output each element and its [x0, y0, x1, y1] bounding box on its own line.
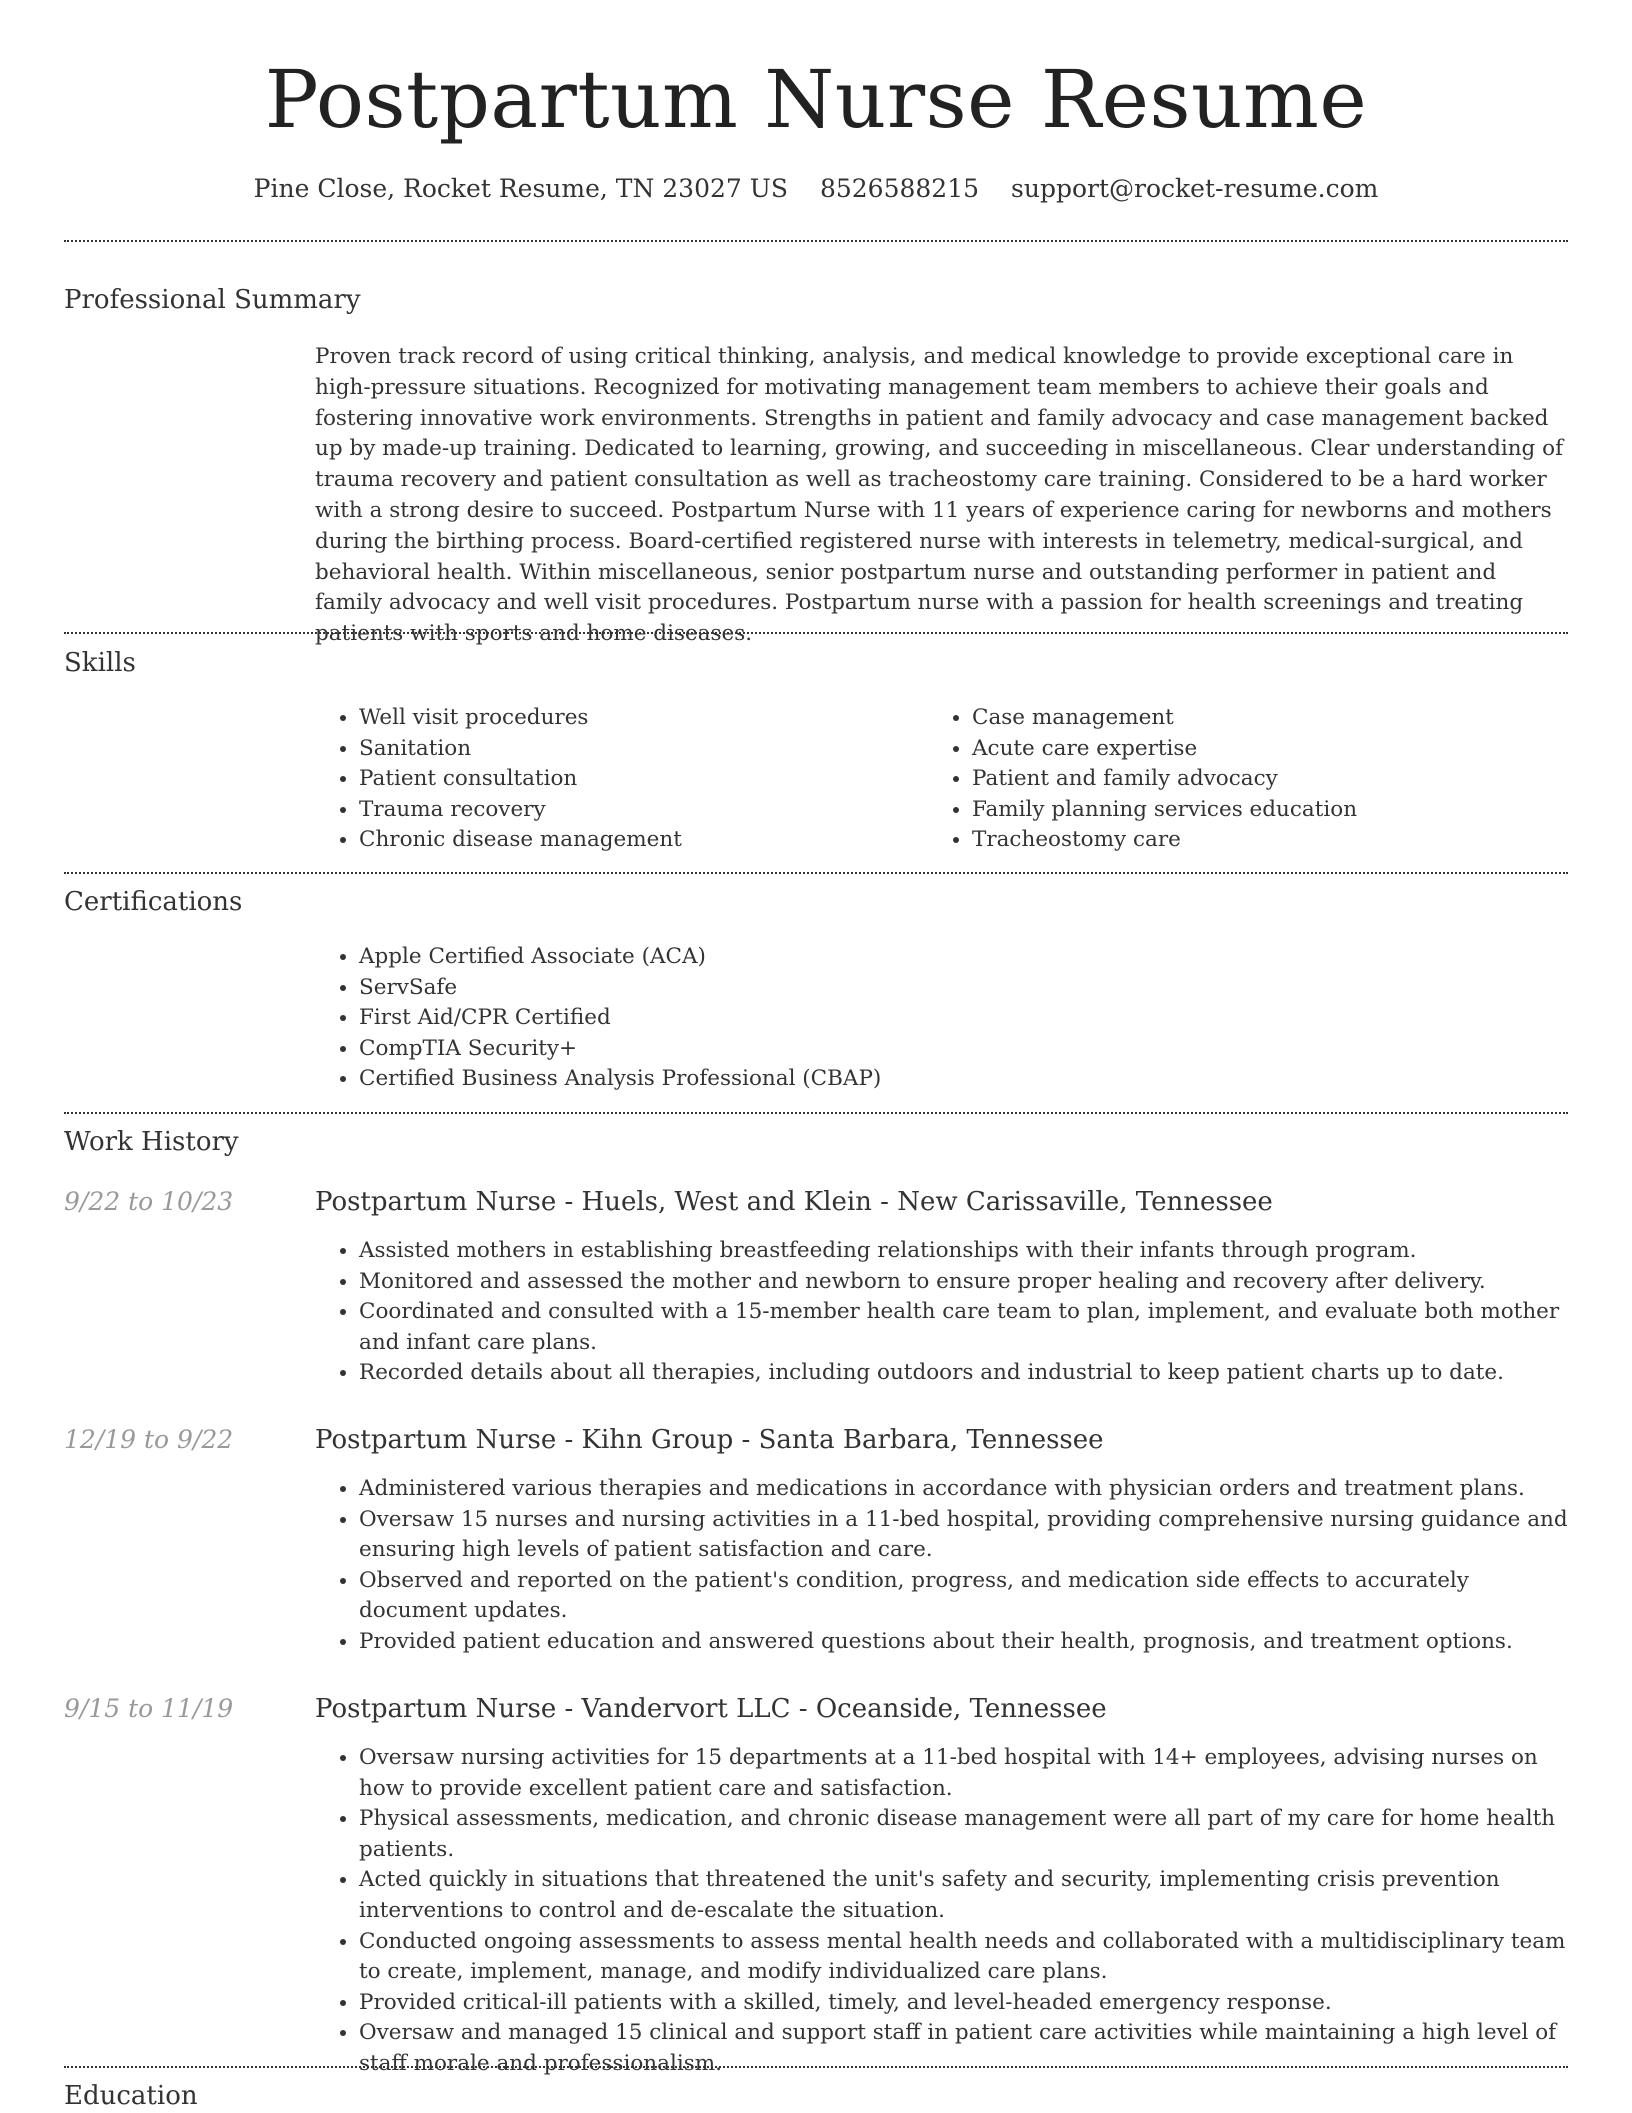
certification-item: • ServSafe [359, 973, 881, 1004]
skill-item: • Patient and family advocacy [972, 764, 1357, 795]
job-bullet: • Coordinated and consulted with a 15-member health care team to plan, implement, and evaluate both mother and infant care plans. [359, 1297, 1570, 1358]
summary-text: Proven track record of using critical thinking, analysis, and medical knowledge to provide exceptional care in high-pressure situations. Recognized for motivating management team members to achieve their goals and fostering innovative work environments. Strengths in patient and family advocacy and case management backed up by made-up training. Dedicated to learning, growing, and succeeding in miscellaneous. Clear understanding of trauma recovery and patient consultation as well as tracheostomy care training. Considered to be a hard worker with a strong desire to succeed. Postpartum Nurse with 11 years of experience caring for newborns and mothers during the birthing process. Board-certified registered nurse with interests in telemetry, medical-surgical, and behavioral health. Within miscellaneous, senior postpartum nurse and outstanding performer in patient and family advocacy and well visit procedures. Postpartum nurse with a passion for health screenings and treating patients with sports and home diseases. [315, 344, 1564, 647]
section-title-certifications: Certifications [64, 887, 243, 917]
job-bullets [315, 1236, 1570, 1389]
job-bullet: • Oversaw 15 nurses and nursing activities in a 11-bed hospital, providing comprehensive nursing guidance and ensuring high levels of patient satisfaction and care. [359, 1505, 1570, 1566]
job-bullet: • Oversaw and managed 15 clinical and support staff in patient care activities while maintaining a high level of staff morale and professionalism. [359, 2018, 1570, 2079]
job-dates: 9/15 to 11/19 [64, 1694, 234, 1723]
job-heading: Postpartum Nurse - Vandervort LLC - Oceanside, Tennessee [315, 1694, 1107, 1724]
job-bullet: • Assisted mothers in establishing breastfeeding relationships with their infants through program. [359, 1236, 1570, 1267]
skill-item: • Case management [972, 703, 1357, 734]
job-heading: Postpartum Nurse - Huels, West and Klein - New Carissaville, Tennessee [315, 1187, 1273, 1217]
skill-item: • Sanitation [359, 734, 682, 765]
section-title-summary: Professional Summary [64, 285, 361, 315]
job-dates: 9/22 to 10/23 [64, 1187, 234, 1216]
skill-item: • Chronic disease management [359, 825, 682, 856]
section-title-skills: Skills [64, 648, 136, 678]
job-bullets [315, 1474, 1570, 1658]
certification-item: • CompTIA Security+ [359, 1034, 881, 1065]
job-bullets [315, 1743, 1570, 2080]
skill-item: • Well visit procedures [359, 703, 682, 734]
skills-list-right [928, 703, 1357, 856]
divider [64, 1112, 1568, 1114]
skill-item: • Acute care expertise [972, 734, 1357, 765]
divider [64, 2066, 1568, 2068]
skills-list-left [315, 703, 682, 856]
resume-title: Postpartum Nurse Resume [264, 53, 1368, 146]
divider [64, 872, 1568, 874]
skill-item: • Trauma recovery [359, 795, 682, 826]
job-bullet: • Observed and reported on the patient's condition, progress, and medication side effects to accurately document updates. [359, 1566, 1570, 1627]
certification-item: • Apple Certified Associate (ACA) [359, 942, 881, 973]
section-title-education: Education [64, 2081, 198, 2111]
divider [64, 240, 1568, 242]
skill-item: • Family planning services education [972, 795, 1357, 826]
certification-item: • First Aid/CPR Certified [359, 1003, 881, 1034]
section-title-work-history: Work History [64, 1127, 239, 1157]
contact-email[interactable]: support@rocket-resume.com [1011, 174, 1379, 203]
skill-item: • Patient consultation [359, 764, 682, 795]
certifications-list [315, 942, 881, 1095]
job-bullet: • Physical assessments, medication, and chronic disease management were all part of my care for home health patients. [359, 1804, 1570, 1865]
certification-item: • Certified Business Analysis Professional (CBAP) [359, 1064, 881, 1095]
job-bullet: • Acted quickly in situations that threatened the unit's safety and security, implementing crisis prevention interventions to control and de-escalate the situation. [359, 1865, 1570, 1926]
job-bullet: • Monitored and assessed the mother and newborn to ensure proper healing and recovery after delivery. [359, 1267, 1570, 1298]
job-bullet: • Administered various therapies and medications in accordance with physician orders and treatment plans. [359, 1474, 1570, 1505]
job-dates: 12/19 to 9/22 [64, 1425, 234, 1454]
contact-line [0, 172, 1632, 206]
job-bullet: • Oversaw nursing activities for 15 departments at a 11-bed hospital with 14+ employees, advising nurses on how to provide excellent patient care and satisfaction. [359, 1743, 1570, 1804]
contact-address: Pine Close, Rocket Resume, TN 23027 US [253, 174, 788, 203]
divider [64, 632, 1568, 634]
job-bullet: • Conducted ongoing assessments to assess mental health needs and collaborated with a multidisciplinary team to create, implement, manage, and modify individualized care plans. [359, 1927, 1570, 1988]
job-heading: Postpartum Nurse - Kihn Group - Santa Barbara, Tennessee [315, 1425, 1104, 1455]
job-bullet: • Provided critical-ill patients with a skilled, timely, and level-headed emergency response. [359, 1988, 1570, 2019]
job-bullet: • Recorded details about all therapies, including outdoors and industrial to keep patient charts up to date. [359, 1358, 1570, 1389]
contact-phone: 8526588215 [819, 174, 980, 203]
skill-item: • Tracheostomy care [972, 825, 1357, 856]
job-bullet: • Provided patient education and answered questions about their health, prognosis, and treatment options. [359, 1627, 1570, 1658]
